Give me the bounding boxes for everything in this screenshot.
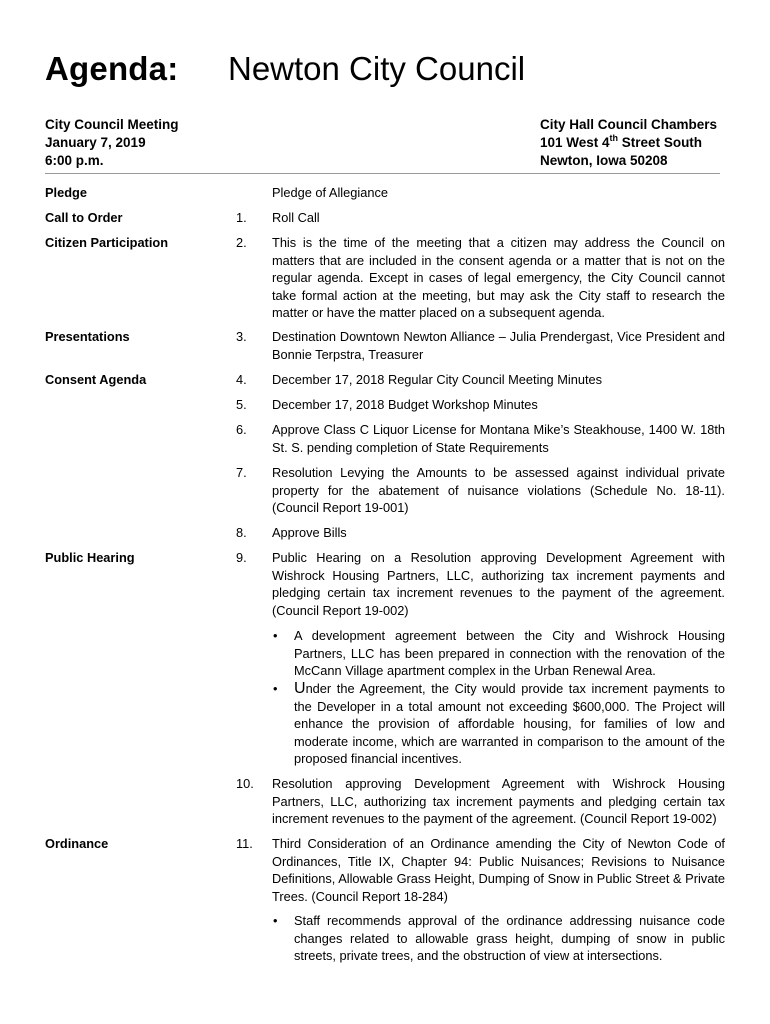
item-number: 4. bbox=[236, 372, 247, 387]
section-label: Ordinance bbox=[45, 836, 109, 851]
bullet-icon: • bbox=[273, 681, 278, 696]
meeting-info bbox=[45, 116, 179, 170]
item-number: 5. bbox=[236, 397, 247, 412]
item-text: December 17, 2018 Regular City Council Meeting Minutes bbox=[272, 372, 603, 387]
header-divider bbox=[45, 173, 720, 174]
meeting-type: City Council Meeting bbox=[45, 117, 179, 132]
item-number: 7. bbox=[236, 465, 247, 480]
item-number: 1. bbox=[236, 210, 247, 225]
meeting-time: 6:00 p.m. bbox=[45, 153, 104, 168]
location-address: 101 West 4th Street South bbox=[540, 132, 703, 150]
item-number: 9. bbox=[236, 550, 247, 565]
item-text: Destination Downtown Newton Alliance – Julia Prendergast, Vice President and Bonnie Terpstra, Treasurer bbox=[272, 329, 725, 362]
item-text: Resolution approving Development Agreement with Wishrock Housing Partners, LLC, authorizing tax increment payments and pledging certain tax increment revenues to the payment of the agreement. (Council Report 19-002) bbox=[272, 776, 725, 826]
item-text: Public Hearing on a Resolution approving Development Agreement with Wishrock Housing Partners, LLC, authorizing tax increment payments and pledging certain tax increment revenues to the payment of the agreement. (Council Report 19-002) bbox=[272, 550, 725, 618]
section-label: Call to Order bbox=[45, 210, 123, 225]
bullet-icon: • bbox=[273, 628, 278, 643]
item-text: Pledge of Allegiance bbox=[272, 185, 388, 200]
section-label: Citizen Participation bbox=[45, 235, 169, 250]
item-number: 3. bbox=[236, 329, 247, 344]
item-number: 6. bbox=[236, 422, 247, 437]
bullet-text: Staff recommends approval of the ordinance addressing nuisance code changes related to allowable grass height, dumping of snow in public streets, private trees, and the obstruction of view at intersections. bbox=[294, 913, 725, 963]
section-label: Pledge bbox=[45, 185, 87, 200]
item-text: Approve Bills bbox=[272, 525, 347, 540]
item-text: Approve Class C Liquor License for Montana Mike’s Steakhouse, 1400 W. 18th St. S. pending completion of State Requirements bbox=[272, 422, 725, 455]
meeting-location bbox=[540, 116, 717, 170]
item-text: Roll Call bbox=[272, 210, 320, 225]
section-label: Presentations bbox=[45, 329, 130, 344]
section-label: Public Hearing bbox=[45, 550, 135, 565]
item-text: This is the time of the meeting that a citizen may address the Council on matters that are included in the consent agenda or a matter that is not on the regular agenda. Except in cases of legal emergency, the City Council cannot take formal action at the meeting, but may ask the City staff to research the matter or have the matter placed on a subsequent agenda. bbox=[272, 235, 725, 320]
location-name: City Hall Council Chambers bbox=[540, 117, 718, 132]
item-number: 10. bbox=[236, 776, 254, 791]
item-number: 2. bbox=[236, 235, 247, 250]
bullet-text: Under the Agreement, the City would provide tax increment payments to the Developer in a total amount not exceeding $600,000. The Project will enhance the provision of affordable housing, for families of low and moderate income, which are warranted in comparison to the amount of the proposed financial incentives. bbox=[294, 680, 725, 766]
item-number: 11. bbox=[236, 836, 253, 851]
item-text: December 17, 2018 Budget Workshop Minutes bbox=[272, 397, 538, 412]
meeting-date: January 7, 2019 bbox=[45, 135, 146, 150]
item-text: Resolution Levying the Amounts to be assessed against individual private property for the abatement of nuisance violations (Schedule No. 18-11). (Council Report 19-001) bbox=[272, 465, 725, 515]
agenda-label: Agenda: bbox=[45, 50, 179, 87]
item-text: Third Consideration of an Ordinance amending the City of Newton Code of Ordinances, Title IX, Chapter 94: Public Nuisances; Revisions to Nuisance Definitions, Allowable Grass Height, Dumping of Snow in Public Street & Private Trees. (Council Report 18-284) bbox=[272, 836, 725, 904]
bullet-icon: • bbox=[273, 913, 278, 928]
section-label: Consent Agenda bbox=[45, 372, 147, 387]
council-name: Newton City Council bbox=[228, 50, 526, 87]
location-city: Newton, Iowa 50208 bbox=[540, 153, 668, 168]
bullet-text: A development agreement between the City and Wishrock Housing Partners, LLC has been prepared in connection with the renovation of the McCann Village apartment complex in the Urban Renewal Area. bbox=[294, 628, 725, 678]
item-number: 8. bbox=[236, 525, 247, 540]
